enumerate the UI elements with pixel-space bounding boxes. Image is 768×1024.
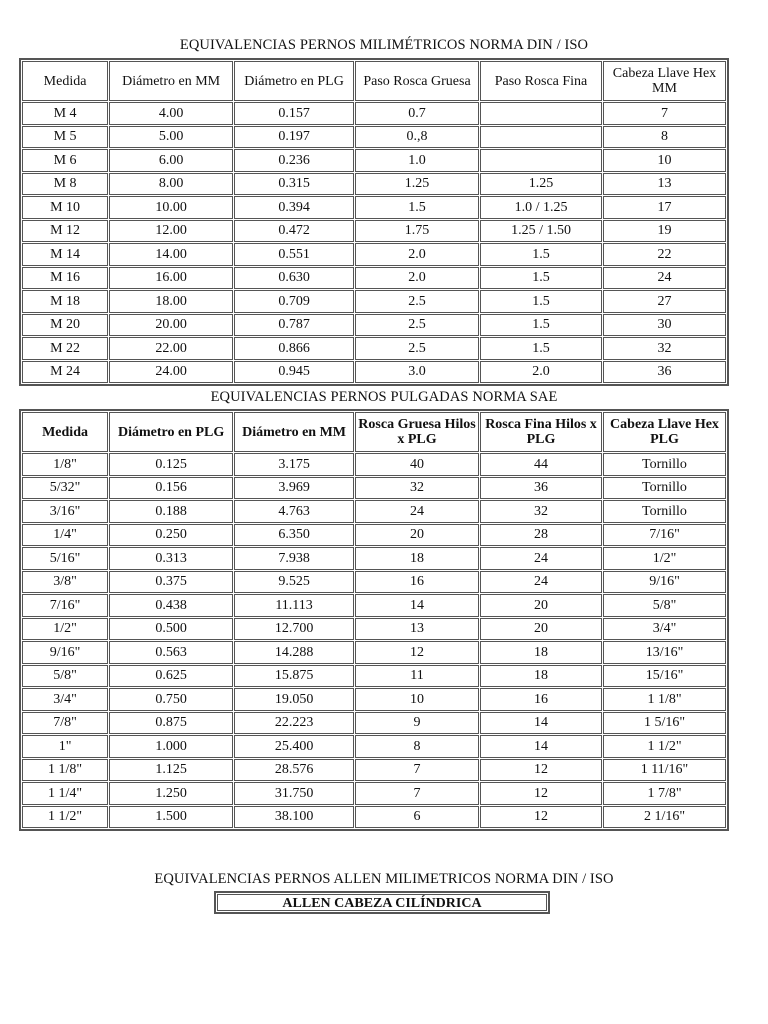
table-cell: M 4 <box>22 102 108 125</box>
table-cell: 7/8" <box>22 712 108 735</box>
table-cell: 18.00 <box>109 290 233 313</box>
table-cell: 36 <box>480 477 602 500</box>
table-cell: 18 <box>480 665 602 688</box>
table-cell: 0.630 <box>234 267 354 290</box>
table-row <box>22 665 726 688</box>
table-cell: 32 <box>355 477 479 500</box>
table-cell: 2 1/16" <box>603 806 726 829</box>
table-cell: M 24 <box>22 361 108 384</box>
metric-header-row <box>22 61 726 101</box>
table-row <box>22 453 726 476</box>
table-row <box>22 290 726 313</box>
table-cell: 32 <box>480 500 602 523</box>
table-cell: 1.5 <box>480 243 602 266</box>
table-cell: 18 <box>355 547 479 570</box>
table-row <box>22 618 726 641</box>
header-diametro-mm: Diámetro en MM <box>109 61 233 101</box>
table-cell: 2.5 <box>355 314 479 337</box>
header-paso-rosca-gruesa: Paso Rosca Gruesa <box>355 61 479 101</box>
table-cell: 0.945 <box>234 361 354 384</box>
table-cell: 16 <box>480 688 602 711</box>
header-paso-rosca-fina: Paso Rosca Fina <box>480 61 602 101</box>
table-cell: 0.750 <box>109 688 233 711</box>
table-cell: 1.5 <box>480 290 602 313</box>
table-cell: 1 7/8" <box>603 782 726 805</box>
table-cell: 19.050 <box>234 688 354 711</box>
table-cell: 0.375 <box>109 571 233 594</box>
table-cell: 22 <box>603 243 726 266</box>
table-cell: 19 <box>603 220 726 243</box>
table-cell: 10 <box>603 149 726 172</box>
table-cell: 15.875 <box>234 665 354 688</box>
table-cell: 36 <box>603 361 726 384</box>
table-cell: 0.125 <box>109 453 233 476</box>
table-cell: 28.576 <box>234 759 354 782</box>
table-cell: 8 <box>355 735 479 758</box>
table-cell: 0.500 <box>109 618 233 641</box>
table-cell: 31.750 <box>234 782 354 805</box>
table-cell: M 16 <box>22 267 108 290</box>
table-row <box>22 688 726 711</box>
table-cell: 1.25 / 1.50 <box>480 220 602 243</box>
table-cell: 8.00 <box>109 173 233 196</box>
table-cell: 1.25 <box>355 173 479 196</box>
table-cell: 1/2" <box>603 547 726 570</box>
table-cell: 2.0 <box>355 267 479 290</box>
table-row <box>22 126 726 149</box>
table-cell: 5/8" <box>603 594 726 617</box>
table-cell: 4.763 <box>234 500 354 523</box>
table-cell: 12 <box>355 641 479 664</box>
table-cell: 13/16" <box>603 641 726 664</box>
table-cell: 0.787 <box>234 314 354 337</box>
table-cell: 1 1/8" <box>22 759 108 782</box>
table-cell: 7 <box>355 759 479 782</box>
table-cell: 38.100 <box>234 806 354 829</box>
table-cell: 2.0 <box>355 243 479 266</box>
table-cell: 12 <box>480 806 602 829</box>
table-cell: 14 <box>355 594 479 617</box>
table-cell: 1.5 <box>355 196 479 219</box>
header-rosca-fina: Rosca Fina Hilos x PLG <box>480 412 602 452</box>
table-cell: 3/4" <box>22 688 108 711</box>
table-cell: 7 <box>355 782 479 805</box>
table-cell: 9.525 <box>234 571 354 594</box>
table-cell: 8 <box>603 126 726 149</box>
table-cell: M 5 <box>22 126 108 149</box>
allen-section-title: EQUIVALENCIAS PERNOS ALLEN MILIMETRICOS NORMA DIN / ISO <box>154 871 614 887</box>
table-cell: 0.7 <box>355 102 479 125</box>
table-cell: 1.25 <box>480 173 602 196</box>
imperial-bolts-table <box>19 409 729 831</box>
table-cell: 6.00 <box>109 149 233 172</box>
table-cell: 1.5 <box>480 267 602 290</box>
table-cell: 2.5 <box>355 290 479 313</box>
table-cell: 9/16" <box>22 641 108 664</box>
table-cell: 1 11/16" <box>603 759 726 782</box>
table-cell <box>480 102 602 125</box>
header-medida: Medida <box>22 61 108 101</box>
table-cell: 16.00 <box>109 267 233 290</box>
table-cell <box>480 149 602 172</box>
table-cell: 13 <box>355 618 479 641</box>
table-row <box>22 102 726 125</box>
table-cell: 5/16" <box>22 547 108 570</box>
table-cell: 16 <box>355 571 479 594</box>
table-row <box>22 571 726 594</box>
table-row <box>22 712 726 735</box>
table-row <box>22 337 726 360</box>
header-diametro-plg: Diámetro en PLG <box>109 412 233 452</box>
allen-cabeza-cilindrica-label: ALLEN CABEZA CILÍNDRICA <box>217 894 547 911</box>
table-row <box>22 477 726 500</box>
table-cell: M 8 <box>22 173 108 196</box>
table-row <box>22 524 726 547</box>
table-cell: 28 <box>480 524 602 547</box>
header-rosca-gruesa: Rosca Gruesa Hilos x PLG <box>355 412 479 452</box>
header-diametro-mm: Diámetro en MM <box>234 412 354 452</box>
table-cell: 12.700 <box>234 618 354 641</box>
table-cell: 7/16" <box>22 594 108 617</box>
table-cell: 22.223 <box>234 712 354 735</box>
header-cabeza-llave-hex-mm: Cabeza Llave Hex MM <box>603 61 726 101</box>
table-cell: 7/16" <box>603 524 726 547</box>
table-cell: 1 5/16" <box>603 712 726 735</box>
table-cell: 24 <box>355 500 479 523</box>
table-row <box>22 361 726 384</box>
allen-table-header <box>214 891 550 914</box>
table-row <box>22 267 726 290</box>
header-diametro-plg: Diámetro en PLG <box>234 61 354 101</box>
table-cell: 3/16" <box>22 500 108 523</box>
imperial-header-row <box>22 412 726 452</box>
table-row <box>22 806 726 829</box>
table-row <box>22 500 726 523</box>
table-cell: 14 <box>480 712 602 735</box>
table-row <box>22 243 726 266</box>
table-cell: 1 1/8" <box>603 688 726 711</box>
table-cell: 9 <box>355 712 479 735</box>
table-cell: 6 <box>355 806 479 829</box>
header-cabeza-llave-hex-plg: Cabeza Llave Hex PLG <box>603 412 726 452</box>
table-cell: 0.,8 <box>355 126 479 149</box>
table-cell: 1.0 / 1.25 <box>480 196 602 219</box>
table-cell: Tornillo <box>603 453 726 476</box>
table-cell: 1/8" <box>22 453 108 476</box>
table-cell: 11 <box>355 665 479 688</box>
table-row <box>22 173 726 196</box>
table-cell: 12 <box>480 759 602 782</box>
table-cell: 3.969 <box>234 477 354 500</box>
table-cell: 0.438 <box>109 594 233 617</box>
table-cell: 1/4" <box>22 524 108 547</box>
table-cell: 0.709 <box>234 290 354 313</box>
table-cell: 14.288 <box>234 641 354 664</box>
table-cell: 20 <box>480 594 602 617</box>
table-cell: 1.125 <box>109 759 233 782</box>
table-cell: 1 1/2" <box>22 806 108 829</box>
table-cell: 0.625 <box>109 665 233 688</box>
table-cell: 17 <box>603 196 726 219</box>
table-row <box>22 547 726 570</box>
table-cell: 14 <box>480 735 602 758</box>
table-cell: 7 <box>603 102 726 125</box>
table-cell: 3.0 <box>355 361 479 384</box>
table-row <box>22 149 726 172</box>
table-row <box>22 782 726 805</box>
table-cell: 0.472 <box>234 220 354 243</box>
table-cell: 24.00 <box>109 361 233 384</box>
table-cell: 32 <box>603 337 726 360</box>
table-cell: 0.188 <box>109 500 233 523</box>
table-cell: 14.00 <box>109 243 233 266</box>
table-cell: 0.236 <box>234 149 354 172</box>
table-cell: 6.350 <box>234 524 354 547</box>
table-cell: M 14 <box>22 243 108 266</box>
table-cell: 22.00 <box>109 337 233 360</box>
table-cell: 0.156 <box>109 477 233 500</box>
table-cell: 0.563 <box>109 641 233 664</box>
table-cell: 12 <box>480 782 602 805</box>
table-cell: 0.313 <box>109 547 233 570</box>
table-row <box>22 196 726 219</box>
metric-bolts-table <box>19 58 729 386</box>
table-cell: 4.00 <box>109 102 233 125</box>
table-cell: 1 1/4" <box>22 782 108 805</box>
metric-table-title: EQUIVALENCIAS PERNOS MILIMÉTRICOS NORMA DIN / ISO <box>179 37 589 53</box>
table-cell: 24 <box>480 571 602 594</box>
table-cell: 20.00 <box>109 314 233 337</box>
table-cell: M 20 <box>22 314 108 337</box>
table-cell: 1 1/2" <box>603 735 726 758</box>
header-medida: Medida <box>22 412 108 452</box>
table-cell: 2.0 <box>480 361 602 384</box>
table-cell: 1.250 <box>109 782 233 805</box>
table-cell: 1.5 <box>480 314 602 337</box>
table-cell: Tornillo <box>603 500 726 523</box>
table-cell: 0.394 <box>234 196 354 219</box>
table-cell: 1.5 <box>480 337 602 360</box>
table-cell: 24 <box>603 267 726 290</box>
table-cell: 0.250 <box>109 524 233 547</box>
table-row <box>22 594 726 617</box>
table-cell: 0.157 <box>234 102 354 125</box>
table-cell: 11.113 <box>234 594 354 617</box>
table-cell: 15/16" <box>603 665 726 688</box>
table-cell: 24 <box>480 547 602 570</box>
table-cell: 3.175 <box>234 453 354 476</box>
table-cell: Tornillo <box>603 477 726 500</box>
table-cell: 25.400 <box>234 735 354 758</box>
table-cell: 10 <box>355 688 479 711</box>
table-row <box>22 314 726 337</box>
table-cell: 18 <box>480 641 602 664</box>
table-cell: 3/8" <box>22 571 108 594</box>
table-row <box>22 759 726 782</box>
table-cell: M 10 <box>22 196 108 219</box>
table-cell: 44 <box>480 453 602 476</box>
table-cell: 20 <box>355 524 479 547</box>
table-cell: 1.000 <box>109 735 233 758</box>
table-cell: 5.00 <box>109 126 233 149</box>
table-cell: 10.00 <box>109 196 233 219</box>
table-cell: 5/8" <box>22 665 108 688</box>
table-row <box>22 735 726 758</box>
table-cell: 12.00 <box>109 220 233 243</box>
table-row <box>22 220 726 243</box>
table-cell: 0.315 <box>234 173 354 196</box>
table-cell: 0.875 <box>109 712 233 735</box>
table-cell: 2.5 <box>355 337 479 360</box>
table-cell: 30 <box>603 314 726 337</box>
table-cell: 1.75 <box>355 220 479 243</box>
table-cell: 40 <box>355 453 479 476</box>
table-cell: 1.500 <box>109 806 233 829</box>
table-cell: 0.551 <box>234 243 354 266</box>
table-cell: M 18 <box>22 290 108 313</box>
table-cell: 27 <box>603 290 726 313</box>
table-cell: M 12 <box>22 220 108 243</box>
table-cell: 9/16" <box>603 571 726 594</box>
table-cell: 13 <box>603 173 726 196</box>
table-cell: 1" <box>22 735 108 758</box>
imperial-table-title: EQUIVALENCIAS PERNOS PULGADAS NORMA SAE <box>210 389 558 405</box>
table-cell: 1/2" <box>22 618 108 641</box>
table-cell: 5/32" <box>22 477 108 500</box>
table-cell: 0.866 <box>234 337 354 360</box>
table-cell: M 6 <box>22 149 108 172</box>
table-row <box>22 641 726 664</box>
table-cell: 1.0 <box>355 149 479 172</box>
table-cell: 0.197 <box>234 126 354 149</box>
table-cell: 7.938 <box>234 547 354 570</box>
table-cell: 3/4" <box>603 618 726 641</box>
table-cell: 20 <box>480 618 602 641</box>
table-cell <box>480 126 602 149</box>
table-cell: M 22 <box>22 337 108 360</box>
